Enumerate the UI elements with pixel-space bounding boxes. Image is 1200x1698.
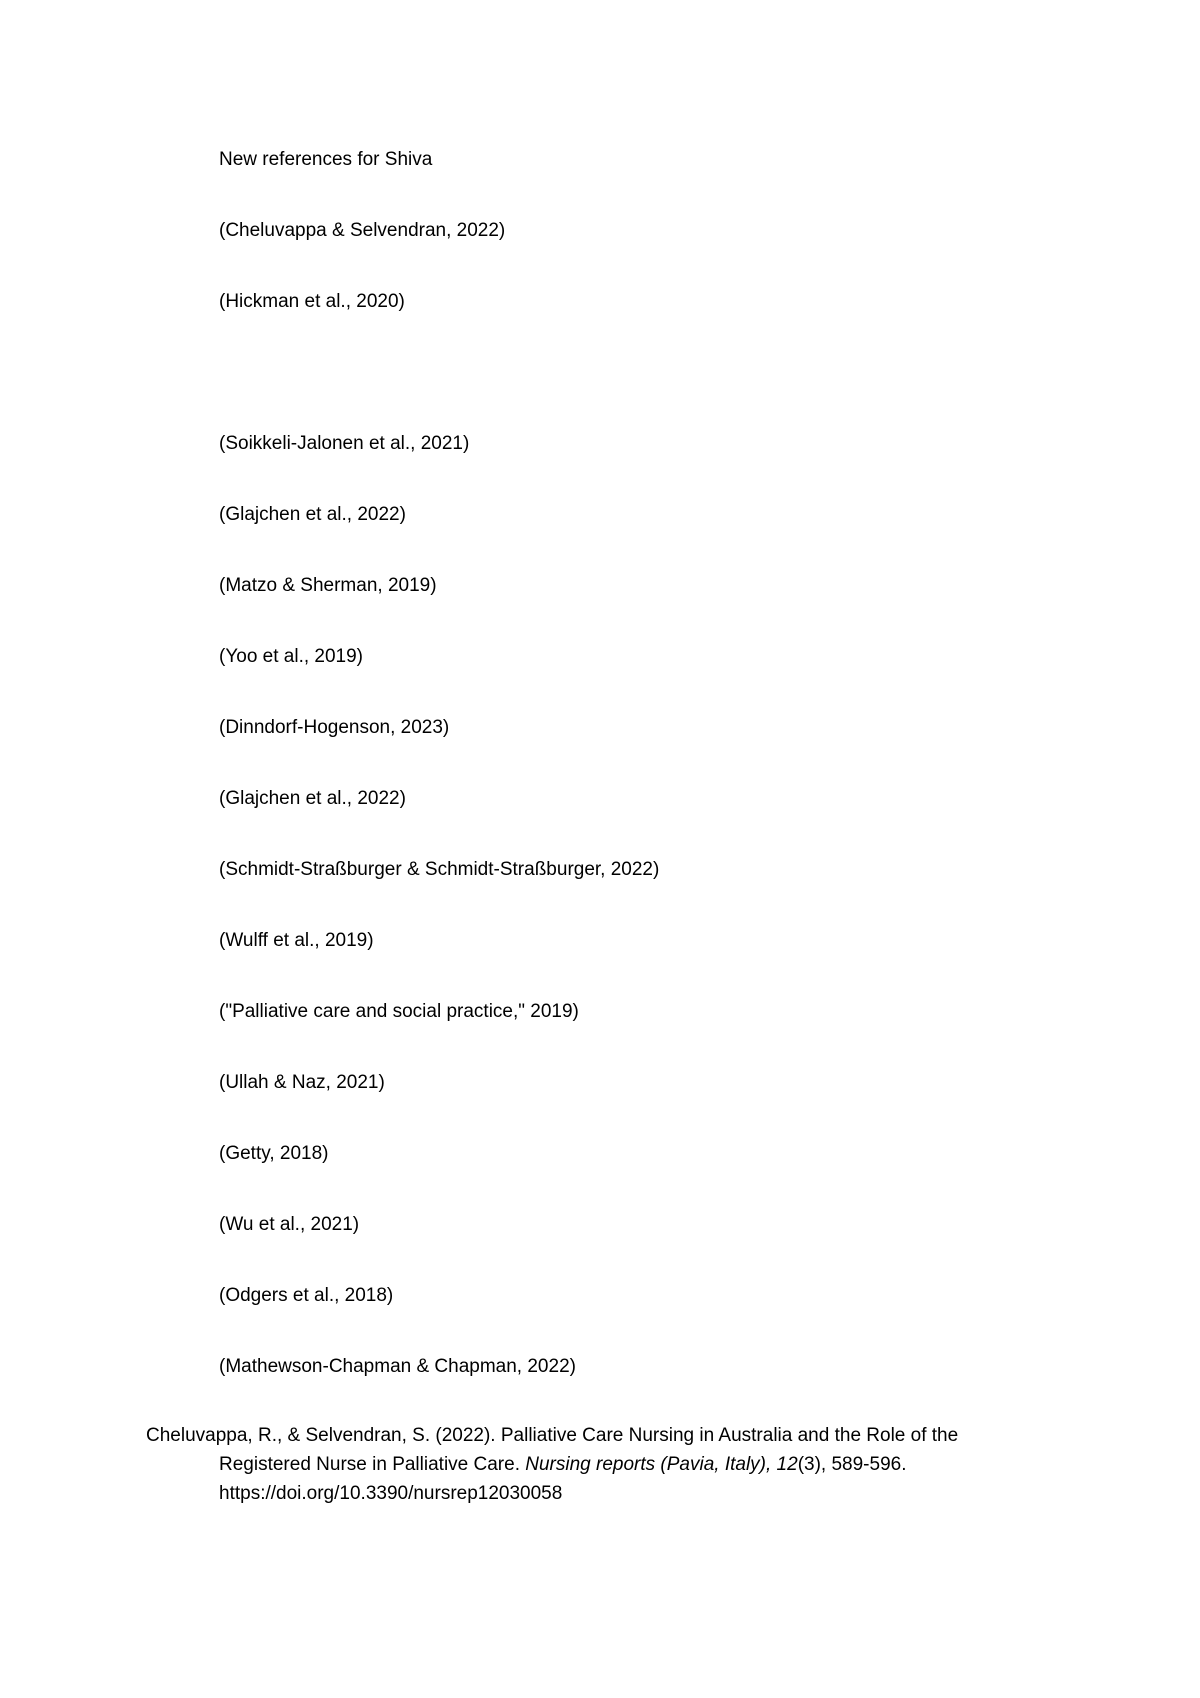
citation-16: (Mathewson-Chapman & Chapman, 2022) [219, 1356, 576, 1377]
reference-title-end: Registered Nurse in Palliative Care. [219, 1454, 526, 1475]
citation-9: (Schmidt-Straßburger & Schmidt-Straßburger, 2022) [219, 859, 660, 880]
citation-13: (Getty, 2018) [219, 1143, 329, 1164]
citation-4: (Glajchen et al., 2022) [219, 504, 406, 525]
citation-3: (Soikkeli-Jalonen et al., 2021) [219, 433, 470, 454]
reference-doi: https://doi.org/10.3390/nursrep12030058 [219, 1483, 563, 1504]
heading: New references for Shiva [219, 149, 433, 170]
citation-6: (Yoo et al., 2019) [219, 646, 364, 667]
citation-12: (Ullah & Naz, 2021) [219, 1072, 385, 1093]
reference-issue-pages: (3), 589-596. [797, 1454, 907, 1475]
citation-2: (Hickman et al., 2020) [219, 291, 405, 312]
citation-1: (Cheluvappa & Selvendran, 2022) [219, 220, 506, 241]
reference-journal: Nursing reports (Pavia, Italy), 12 [525, 1454, 798, 1475]
reference-line-1: Cheluvappa, R., & Selvendran, S. (2022). Palliative Care Nursing in Australia and the Role of the [146, 1425, 959, 1446]
citation-14: (Wu et al., 2021) [219, 1214, 360, 1235]
citation-15: (Odgers et al., 2018) [219, 1285, 394, 1306]
citation-11: ("Palliative care and social practice," 2019) [219, 1001, 579, 1022]
citation-8: (Glajchen et al., 2022) [219, 788, 406, 809]
reference-line-2 [146, 1450, 1026, 1479]
reference-entry [146, 1421, 1026, 1508]
citation-5: (Matzo & Sherman, 2019) [219, 575, 437, 596]
citation-7: (Dinndorf-Hogenson, 2023) [219, 717, 450, 738]
citation-10: (Wulff et al., 2019) [219, 930, 374, 951]
